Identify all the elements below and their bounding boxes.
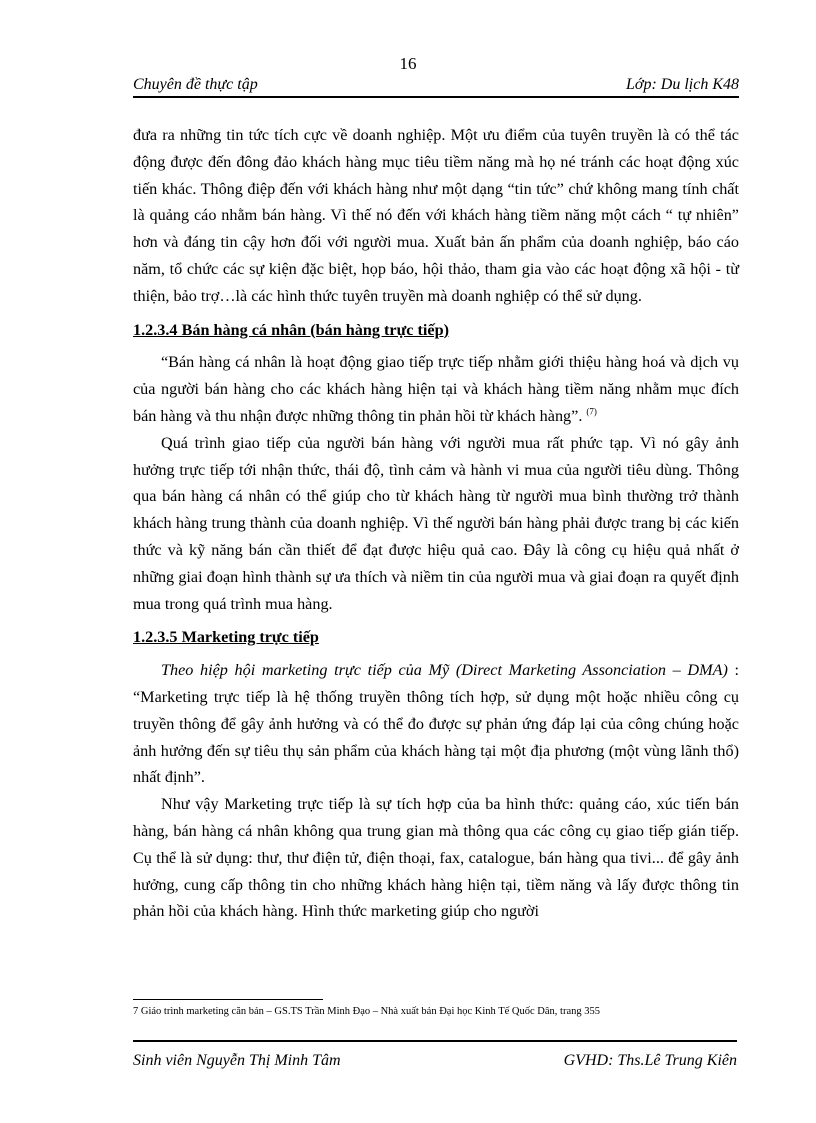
page-number: 16 <box>399 54 417 73</box>
paragraph-direct-marketing-integration: Như vậy Marketing trực tiếp là sự tích hợp của ba hình thức: quảng cáo, xúc tiến bán hàng, bán hàng cá nhân không qua trung gian mà thông qua các công cụ giao tiếp gián tiếp. Cụ thể là sử dụng: thư, thư điện tử, điện thoại, fax, catalogue, bán hàng qua tivi... để gây ảnh hưởng, cung cấp thông tin cho những khách hàng hiện tại, tiềm năng và lấy được thông tin phản hồi của khách hàng. Hình thức marketing giúp cho người <box>133 795 739 921</box>
footnote-divider <box>133 999 323 1000</box>
paragraph-publicity-continued: đưa ra những tin tức tích cực về doanh nghiệp. Một ưu điểm của tuyên truyền là có thể tác động được đến đông đảo khách hàng mục tiêu tiềm năng mà họ né tránh các hoạt động xúc tiến khác. Thông điệp đến với khách hàng như một dạng “tin tức” chứ không mang tính chất là quảng cáo nhằm bán hàng. Vì thế nó đến với khách hàng tiềm năng một cách “ tự nhiên” hơn và đáng tin cậy hơn đối với người mua. Xuất bản ấn phẩm của doanh nghiệp, báo cáo năm, tổ chức các sự kiện đặc biệt, họp báo, hội thảo, tham gia vào các hoạt động xã hội - từ thiện, bảo trợ…là các hình thức tuyên truyền mà doanh nghiệp có thể sử dụng. <box>133 126 739 305</box>
header-class-name: Lớp: Du lịch K48 <box>626 76 739 93</box>
document-body <box>133 122 739 925</box>
paragraph-sales-communication: Quá trình giao tiếp của người bán hàng với người mua rất phức tạp. Vì nó gây ảnh hưởng trực tiếp tới nhận thức, thái độ, tình cảm và hành vi mua của người tiêu dùng. Thông qua bán hàng cá nhân có thể giúp cho từ khách hàng từ người mua bình thường trở thành khách hàng trung thành của doanh nghiệp. Vì thế người bán hàng phải được trang bị các kiến thức và kỹ năng bán cần thiết để đạt được hiệu quả cao. Đây là công cụ hiệu quả nhất ở những giai đoạn hình thành sự ưa thích và niềm tin của người mua và giai đoạn ra quyết định mua trong quá trình mua hàng. <box>133 433 739 613</box>
section-heading-direct-marketing: 1.2.3.5 Marketing trực tiếp <box>133 628 319 647</box>
dma-source-italic: Theo hiệp hội marketing trực tiếp của Mỹ (Direct Marketing Assonciation – DMA) <box>161 661 728 680</box>
page-footer <box>133 1040 737 1070</box>
definition-text: “Bán hàng cá nhân là hoạt động giao tiếp trực tiếp nhằm giới thiệu hàng hoá và dịch vụ của người bán hàng cho các khách hàng hiện tại và khách hàng tiềm năng nhằm mục đích bán hàng và thu nhận được những thông tin phản hồi từ khách hàng”. <box>133 353 739 425</box>
header-document-title: Chuyên đề thực tập <box>133 76 258 93</box>
paragraph-personal-selling-definition <box>133 349 739 429</box>
footnote-text: 7 Giáo trình marketing căn bản – GS.TS Trần Minh Đạo – Nhà xuất bản Đại học Kinh Tế Quốc Dân, trang 355 <box>133 1006 600 1017</box>
paragraph-dma-definition <box>133 657 739 791</box>
footer-supervisor: GVHD: Ths.Lê Trung Kiên <box>563 1052 737 1069</box>
footer-student-name: Sinh viên Nguyễn Thị Minh Tâm <box>133 1052 341 1069</box>
footnote-reference[interactable]: (7) <box>586 406 597 417</box>
section-heading-personal-selling: 1.2.3.4 Bán hàng cá nhân (bán hàng trực tiếp) <box>133 320 449 339</box>
dma-definition-text: : “Marketing trực tiếp là hệ thống truyền thông tích hợp, sử dụng một hoặc nhiều công cụ truyền thông để gây ảnh hưởng và có thể đo được sự phản ứng đáp lại của công chúng hoặc ảnh hưởng đến sự tiêu thụ sản phẩm của khách hàng tại một địa phương (một vùng lãnh thổ) nhất định”. <box>133 661 739 787</box>
page-header <box>133 76 739 98</box>
